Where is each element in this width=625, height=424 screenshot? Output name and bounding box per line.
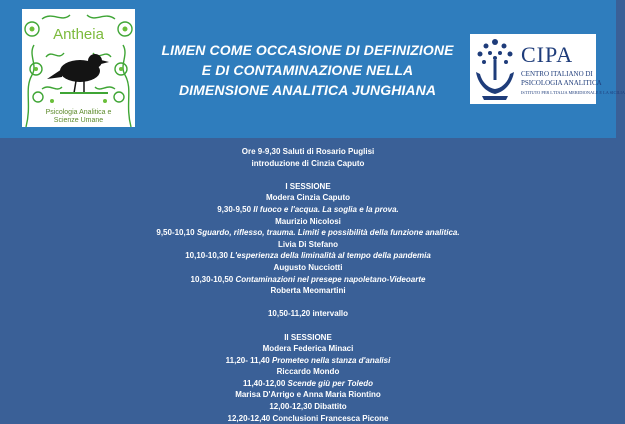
cipa-name: CIPA (521, 42, 574, 67)
talk-3: 10,10-10,30 L'esperienza della liminalità al tempo della pandemia (185, 251, 431, 261)
introduction-line: introduzione di Cinzia Caputo (251, 158, 365, 168)
antheia-logo (22, 9, 135, 127)
tree-hands-icon (472, 36, 518, 102)
session-1-heading: I SESSIONE (285, 181, 331, 191)
speaker-2: Livia Di Stefano (277, 239, 338, 249)
speaker-5: Riccardo Mondo (276, 367, 340, 377)
bird-icon (47, 54, 109, 93)
title-line-3: DIMENSIONE ANALITICA JUNGHIANA (178, 82, 437, 98)
cipa-subtitle-3: ISTITUTO PER L'ITALIA MERIDIONALE E LA SICILIA (521, 90, 625, 95)
talk-4: 10,30-10,50 Contaminazioni nel presepe napoletano-Videoarte (190, 274, 426, 284)
talk-6: 11,40-12,00 Scende giù per Toledo (243, 378, 373, 388)
speaker-6: Marisa D'Arrigo e Anna Maria Riontino (235, 390, 381, 400)
cipa-subtitle-1: CENTRO ITALIANO DI (521, 70, 593, 78)
debate-line: 12,00-12,30 Dibattito (269, 402, 347, 412)
session-1-moderator: Modera Cinzia Caputo (265, 193, 350, 203)
program-schedule (0, 146, 616, 424)
antheia-tagline: Psicologia Analitica e Scienze Umane (45, 109, 112, 124)
speaker-3: Augusto Nucciotti (273, 262, 343, 272)
opening-line: Ore 9-9,30 Saluti di Rosario Puglisi (241, 147, 375, 156)
break-line: 10,50-11,20 intervallo (267, 309, 349, 319)
conclusions-line: 12,20-12,40 Conclusioni Francesca Picone (227, 413, 389, 423)
talk-2: 9,50-10,10 Sguardo, riflesso, trauma. Limiti e possibilità della funzione analitica. (156, 228, 460, 238)
event-title (150, 40, 465, 100)
title-line-1: LIMEN COME OCCASIONE DI DEFINIZIONE (161, 42, 454, 58)
header-banner (0, 0, 625, 138)
talk-5: 11,20- 11,40 Prometeo nella stanza d'analisi (225, 355, 391, 365)
cipa-logo (470, 34, 625, 104)
title-line-2: E DI CONTAMINAZIONE NELLA (201, 62, 414, 78)
speaker-4: Roberta Meomartini (270, 286, 346, 296)
session-2-heading: II SESSIONE (284, 332, 332, 342)
antheia-brand: Antheia (53, 26, 104, 43)
speaker-1: Maurizio Nicolosi (275, 216, 341, 226)
talk-1: 9,30-9,50 Il fuoco e l'acqua. La soglia e la prova. (217, 204, 399, 214)
session-2-moderator: Modera Federica Minaci (262, 344, 354, 354)
cipa-subtitle-2: PSICOLOGIA ANALITICA (521, 79, 602, 87)
